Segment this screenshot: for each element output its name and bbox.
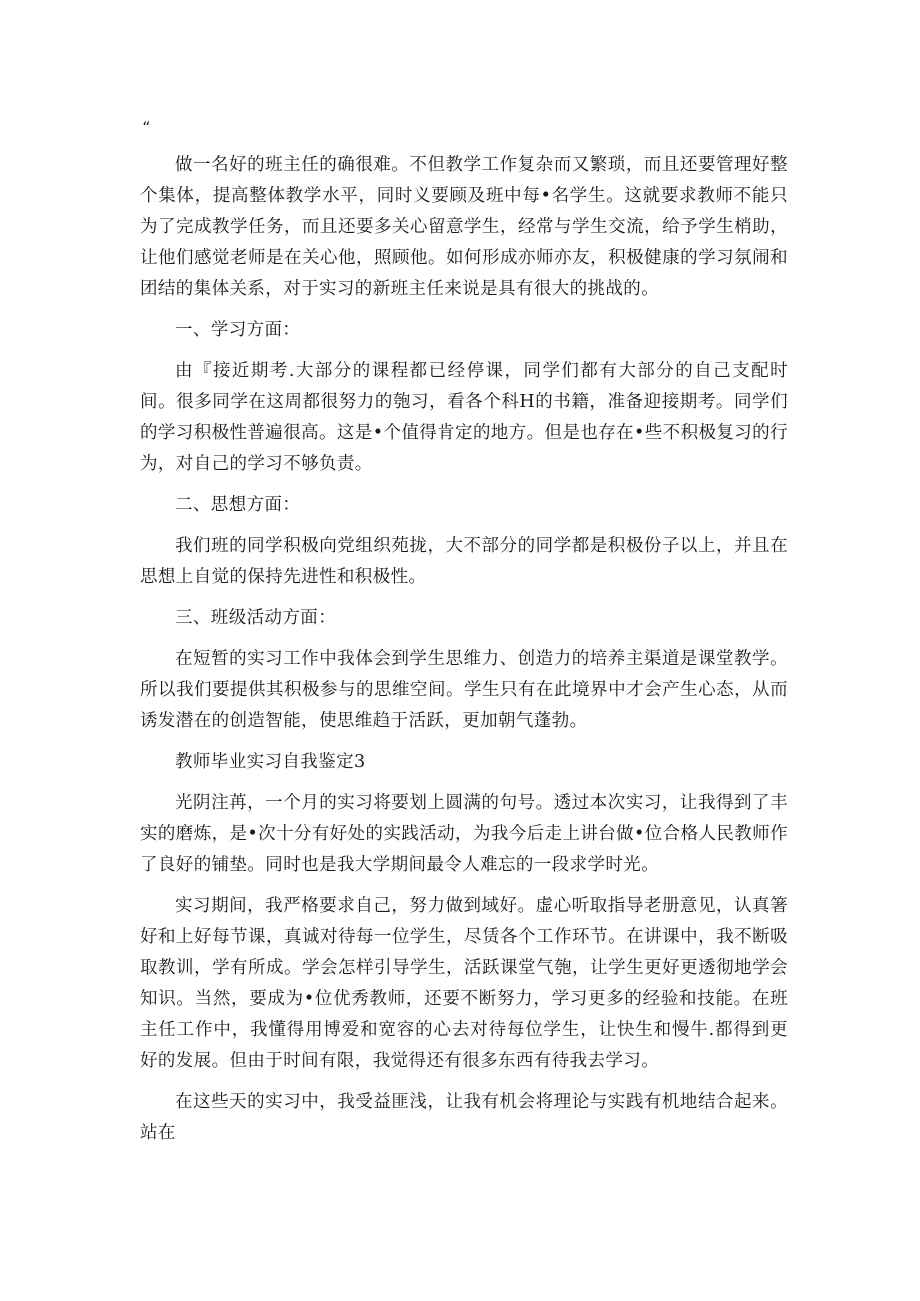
section-heading-study: 一、学习方面：: [175, 320, 301, 340]
section-heading-thought: 二、思想方面：: [175, 495, 301, 515]
paragraph-thought: 我们班的同学积极向党组织苑拢，大不部分的同学都是积极份子以上，并且在思想上自觉的保持先进性和积极性。: [140, 536, 788, 587]
paragraph-benefits: 在这些天的实习中，我受益匪浅，让我有机会将理论与实践有机地结合起来。站在: [140, 1092, 788, 1143]
section-title-self-appraisal-3: 教师毕业实习自我鉴定3: [175, 752, 366, 772]
document-body: [140, 150, 788, 1159]
paragraph-class-teacher-challenge: 做一名好的班主任的确很难。不但教学工作复杂而又繁琐，而且还要管理好整个集体，提高整体教学水平，同时义要顾及班中每•名学生。这就要求教师不能只为了完成教学任务，而且还要多关心留意学生，经常与学生交流，给予学生梢助，让他们感觉老师是在关心他，照顾他。如何形成亦师亦友，积极健康的学习氛闹和团结的集体关系，对于实习的新班主任来说是具有很大的挑战的。: [140, 155, 788, 299]
paragraph-internship-period: 实习期间，我严格要求自己，努力做到域好。虚心听取指导老册意见，认真箸好和上好每节课，真诚对待每一位学生，尽赁各个工作环节。在讲课中，我不断吸取教训，学有所成。学会怎样引导学生，活跃课堂气匏，让学生更好更透彻地学会知识。当然，要成为•位优秀教师，还要不断努力，学习更多的经验和技能。在班主任工作中，我懂得用博爱和宽容的心去对待每位学生，让快生和慢牛.都得到更好的发展。但由于时间有限，我觉得还有很多东西有待我去学习。: [140, 896, 788, 1071]
paragraph-internship-end: 光阴注苒，一个月的实习将要划上圆满的句号。透过本次实习，让我得到了丰实的磨炼，是•次十分有好处的实践活动，为我今后走上讲台做•位合格人民教师作了良好的铺垫。同时也是我大学期间最令人难忘的一段求学时光。: [140, 793, 788, 875]
paragraph-study: 由『接近期考.大部分的课程都已经停课，同学们都有大部分的自己支配时间。很多同学在这周都很努力的匏习，看各个科H的书籍，准备迎接期考。同学们的学习积极性普遍很高。这是•个值得肯定的地方。但是也存在•些不积极复习的行为，对自己的学习不够负责。: [140, 361, 788, 474]
paragraph-class-activities: 在短暂的实习工作中我体会到学生思维力、创造力的培养主渠道是课堂教学。所以我们要提供其积极参与的思维空间。学生只有在此境界中才会产生心态，从而诱发潜在的创造智能，使思维趋于活跃，更加朝气蓬勃。: [140, 649, 788, 731]
section-heading-class-activities: 三、班级活动方面：: [175, 608, 337, 628]
opening-quote-mark: “: [142, 118, 151, 137]
